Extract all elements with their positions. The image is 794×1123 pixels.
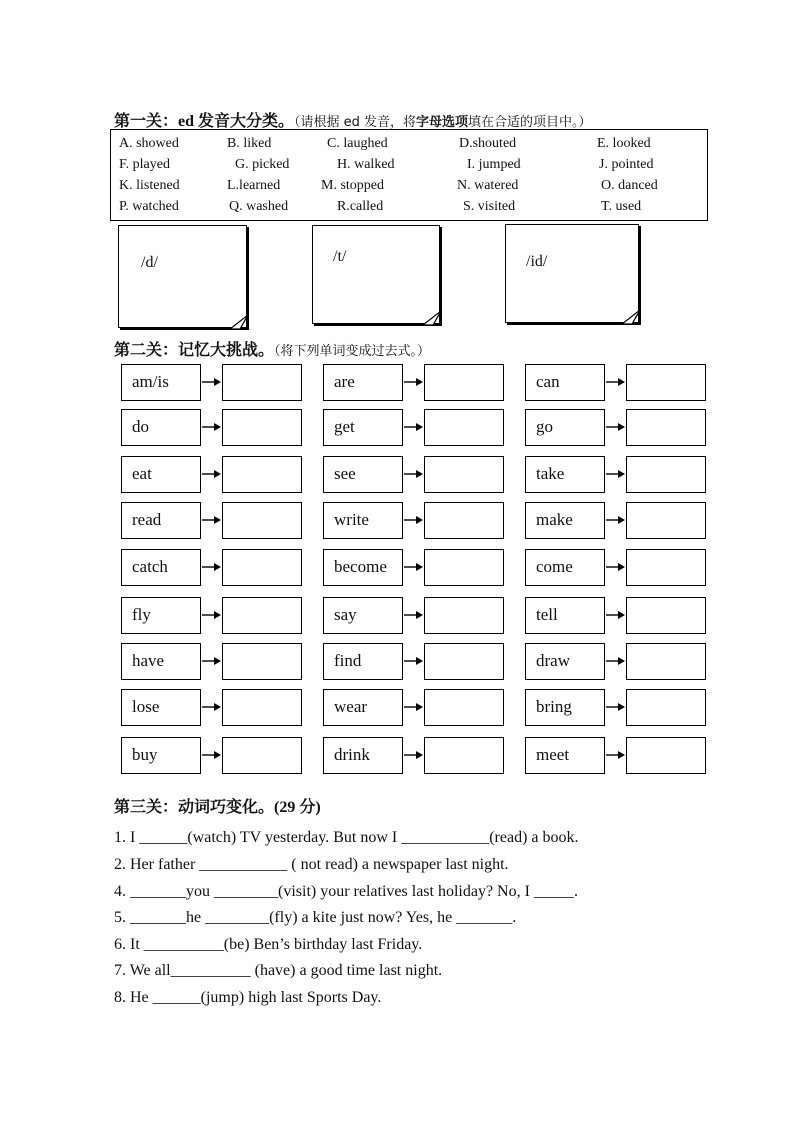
answer-box[interactable] <box>222 364 302 401</box>
page-curl-icon <box>622 310 640 324</box>
option-item: H. walked <box>337 157 395 172</box>
arrow-right-icon <box>201 656 221 666</box>
page-curl-icon <box>230 315 248 329</box>
answer-box[interactable] <box>626 737 706 774</box>
verb-box: meet <box>525 737 605 774</box>
page-curl-icon <box>423 311 441 325</box>
option-item: O. danced <box>601 178 658 193</box>
answer-box[interactable] <box>626 597 706 634</box>
verb-box: get <box>323 409 403 446</box>
question-line: 8. He ______(jump) high last Sports Day. <box>114 989 382 1006</box>
category-card-id[interactable] <box>505 224 639 323</box>
verb-box: do <box>121 409 201 446</box>
verb-box: draw <box>525 643 605 680</box>
answer-box[interactable] <box>222 549 302 586</box>
arrow-right-icon <box>201 377 221 387</box>
arrow-right-icon <box>201 562 221 572</box>
arrow-right-icon <box>605 562 625 572</box>
verb-box: see <box>323 456 403 493</box>
verb-box: eat <box>121 456 201 493</box>
arrow-right-icon <box>605 656 625 666</box>
verb-box: am/is <box>121 364 201 401</box>
verb-box: take <box>525 456 605 493</box>
answer-box[interactable] <box>424 689 504 726</box>
section1-title: 第一关：ed 发音大分类。 <box>114 113 295 130</box>
answer-box[interactable] <box>626 456 706 493</box>
verb-box: tell <box>525 597 605 634</box>
verb-box: go <box>525 409 605 446</box>
verb-box: find <box>323 643 403 680</box>
verb-box: say <box>323 597 403 634</box>
arrow-right-icon <box>403 469 423 479</box>
answer-box[interactable] <box>222 409 302 446</box>
answer-box[interactable] <box>626 643 706 680</box>
option-item: P. watched <box>119 199 179 214</box>
arrow-right-icon <box>403 656 423 666</box>
verb-box: fly <box>121 597 201 634</box>
arrow-right-icon <box>201 702 221 712</box>
verb-box: make <box>525 502 605 539</box>
verb-box: have <box>121 643 201 680</box>
option-item: A. showed <box>119 136 179 151</box>
question-line: 4. _______you ________(visit) your relatives last holiday? No, I _____. <box>114 883 578 900</box>
verb-box: are <box>323 364 403 401</box>
option-item: I. jumped <box>467 157 521 172</box>
option-item: R.called <box>337 199 384 214</box>
answer-box[interactable] <box>626 409 706 446</box>
section2-note: （将下列单词变成过去式。） <box>274 344 431 359</box>
option-item: M. stopped <box>321 178 384 193</box>
arrow-right-icon <box>403 610 423 620</box>
verb-box: become <box>323 549 403 586</box>
question-line: 1. I ______(watch) TV yesterday. But now I ___________(read) a book. <box>114 829 579 846</box>
answer-box[interactable] <box>222 456 302 493</box>
section1-heading <box>114 108 592 131</box>
arrow-right-icon <box>605 702 625 712</box>
section2-title: 第二关：记忆大挑战。 <box>114 342 275 359</box>
category-label: /id/ <box>526 253 548 270</box>
answer-box[interactable] <box>222 502 302 539</box>
arrow-right-icon <box>605 422 625 432</box>
arrow-right-icon <box>201 515 221 525</box>
answer-box[interactable] <box>222 643 302 680</box>
answer-box[interactable] <box>424 409 504 446</box>
answer-box[interactable] <box>222 597 302 634</box>
answer-box[interactable] <box>222 689 302 726</box>
option-item: S. visited <box>463 199 516 214</box>
verb-box: buy <box>121 737 201 774</box>
option-item: D.shouted <box>459 136 517 151</box>
option-item: G. picked <box>235 157 290 172</box>
answer-box[interactable] <box>626 549 706 586</box>
verb-box: drink <box>323 737 403 774</box>
answer-box[interactable] <box>626 689 706 726</box>
question-line: 6. It __________(be) Ben’s birthday last Friday. <box>114 936 423 953</box>
question-line: 2. Her father ___________ ( not read) a newspaper last night. <box>114 856 509 873</box>
answer-box[interactable] <box>424 643 504 680</box>
arrow-right-icon <box>403 422 423 432</box>
arrow-right-icon <box>403 702 423 712</box>
arrow-right-icon <box>201 469 221 479</box>
answer-box[interactable] <box>424 597 504 634</box>
option-item: K. listened <box>119 178 180 193</box>
option-item: N. watered <box>457 178 519 193</box>
arrow-right-icon <box>403 515 423 525</box>
answer-box[interactable] <box>424 737 504 774</box>
arrow-right-icon <box>605 469 625 479</box>
verb-box: can <box>525 364 605 401</box>
answer-box[interactable] <box>222 737 302 774</box>
verb-box: catch <box>121 549 201 586</box>
arrow-right-icon <box>605 750 625 760</box>
answer-box[interactable] <box>626 502 706 539</box>
arrow-right-icon <box>201 422 221 432</box>
section2-heading <box>114 337 430 360</box>
answer-box[interactable] <box>424 364 504 401</box>
option-item: F. played <box>119 157 170 172</box>
option-item: J. pointed <box>599 157 654 172</box>
category-label: /d/ <box>141 254 158 271</box>
arrow-right-icon <box>201 610 221 620</box>
option-item: B. liked <box>227 136 272 151</box>
category-card-t[interactable] <box>312 225 440 324</box>
option-item: T. used <box>601 199 642 214</box>
arrow-right-icon <box>201 750 221 760</box>
option-item: L.learned <box>227 178 281 193</box>
verb-box: lose <box>121 689 201 726</box>
section1-note: （请根据 ed 发音，将字母选项填在合适的项目中。） <box>294 115 592 130</box>
question-line: 5. _______he ________(fly) a kite just now? Yes, he _______. <box>114 909 517 926</box>
category-card-d[interactable] <box>118 225 247 328</box>
verb-box: read <box>121 502 201 539</box>
answer-box[interactable] <box>424 456 504 493</box>
option-item: E. looked <box>597 136 651 151</box>
arrow-right-icon <box>605 610 625 620</box>
verb-box: wear <box>323 689 403 726</box>
arrow-right-icon <box>403 750 423 760</box>
arrow-right-icon <box>605 377 625 387</box>
arrow-right-icon <box>605 515 625 525</box>
section3-title: 第三关：动词巧变化。(29 分) <box>114 799 321 816</box>
category-label: /t/ <box>333 248 347 265</box>
answer-box[interactable] <box>424 502 504 539</box>
arrow-right-icon <box>403 562 423 572</box>
arrow-right-icon <box>403 377 423 387</box>
verb-box: come <box>525 549 605 586</box>
options-box <box>110 129 708 221</box>
option-item: C. laughed <box>327 136 388 151</box>
answer-box[interactable] <box>424 549 504 586</box>
verb-box: write <box>323 502 403 539</box>
question-line: 7. We all__________ (have) a good time last night. <box>114 962 443 979</box>
option-item: Q. washed <box>229 199 289 214</box>
verb-box: bring <box>525 689 605 726</box>
answer-box[interactable] <box>626 364 706 401</box>
